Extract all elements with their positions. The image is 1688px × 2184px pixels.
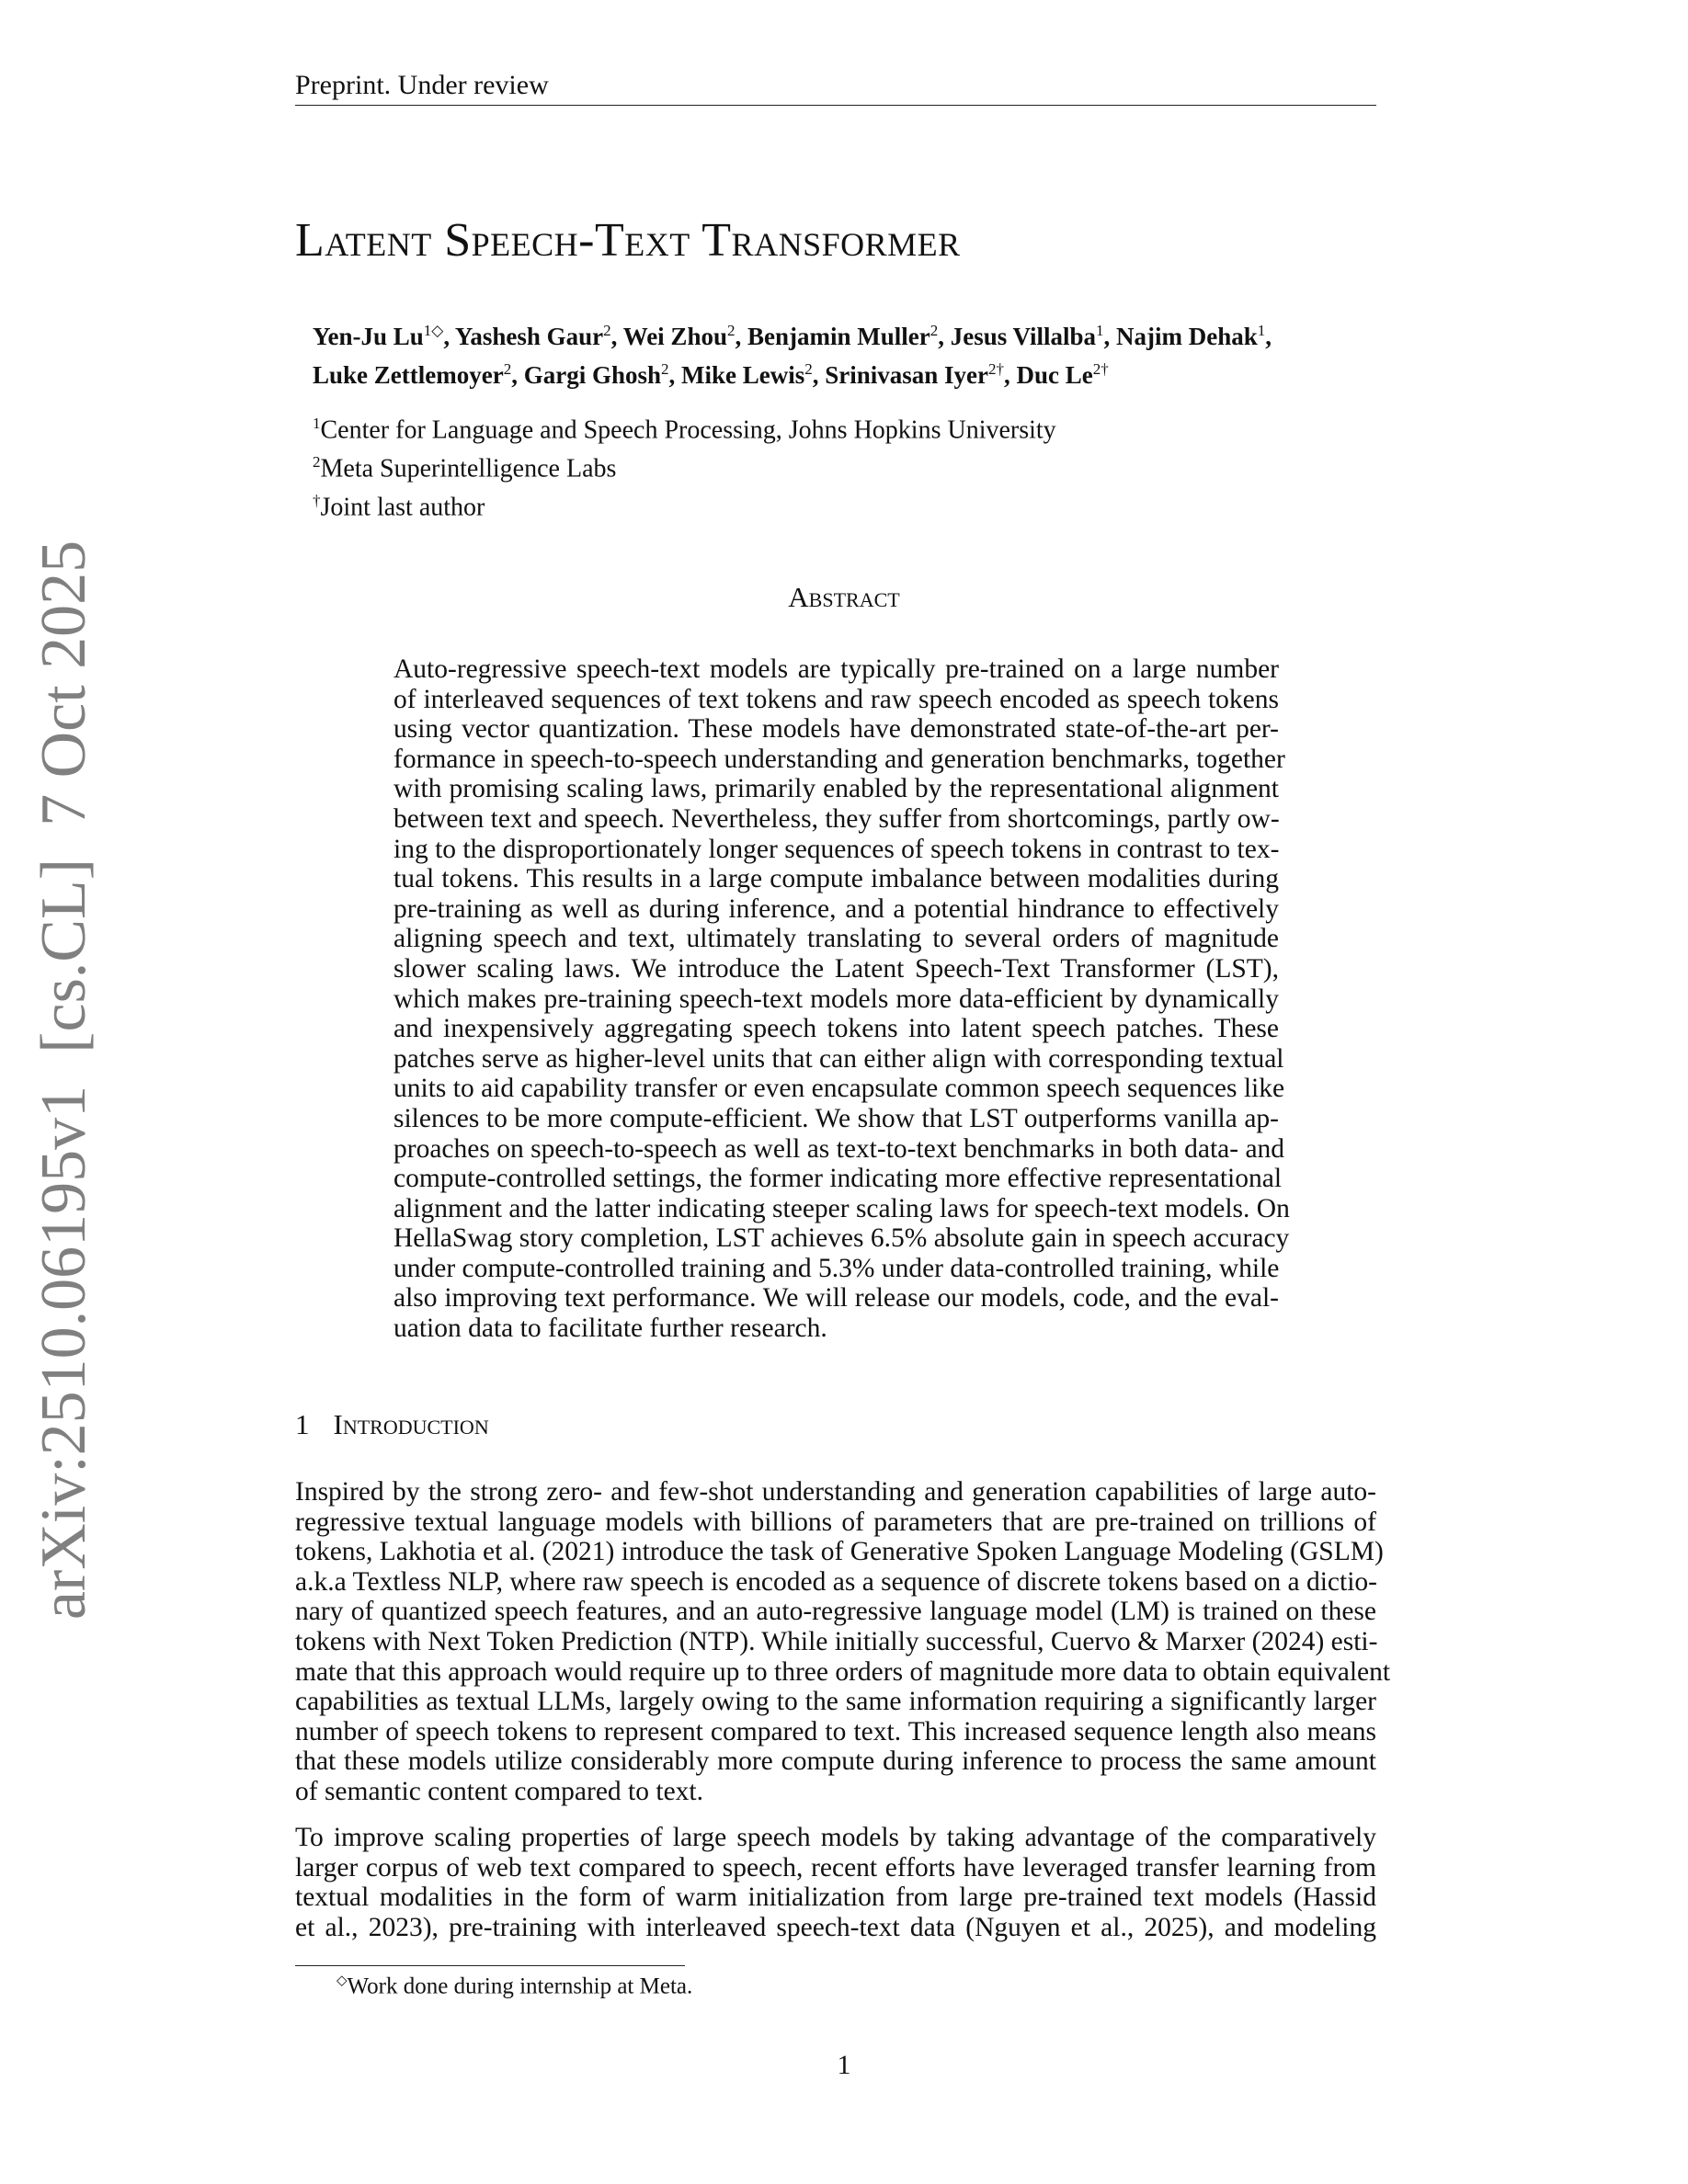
text-line: textual modalities in the form of warm initialization from large pre-trained text models (Hassid [295,1883,1376,1913]
text-line: tual tokens. This results in a large compute imbalance between modalities during [393,864,1279,894]
paper-title: Latent Speech-Text Transformer [295,214,961,267]
affiliation-mark: 2 [313,452,321,471]
author-name: Wei Zhou [622,323,727,350]
text-line: silences to be more compute-efficient. We show that LST outperforms vanilla ap- [393,1103,1279,1133]
author-line [313,353,1272,392]
arxiv-stamp[interactable]: arXiv:2510.06195v1 [cs.CL] 7 Oct 2025 [29,540,99,1621]
affiliation [313,485,1056,524]
affiliations [313,408,1056,523]
text-line: ing to the disproportionately longer sequences of speech tokens in contrast to tex- [393,834,1280,864]
text-line: capabilities as textual LLMs, largely owing to the same information requiring a significantly larger [295,1687,1376,1717]
affiliation-text: Center for Language and Speech Processing, Johns Hopkins University [320,415,1056,445]
footnote [336,1972,692,1999]
affiliation [313,408,1056,447]
author-name: Yashesh Gaur [454,323,604,350]
author-name: Najim Dehak [1116,323,1258,350]
author-list [313,314,1272,392]
author-name: Duc Le [1016,361,1093,389]
author-separator: , [443,323,455,350]
author-affiliation-mark: 1◇ [423,322,444,339]
text-line: uation data to facilitate further research. [393,1314,827,1344]
author-name: Luke Zettlemoyer [313,361,504,389]
text-line: that these models utilize considerably more compute during inference to process the same amount [295,1746,1376,1777]
running-header: Preprint. Under review [295,70,549,100]
text-line: number of speech tokens to represent compared to text. This increased sequence length also means [295,1716,1376,1746]
text-line: a.k.a Textless NLP, where raw speech is encoded as a sequence of discrete tokens based on a dictio- [295,1566,1377,1597]
text-line: larger corpus of web text compared to speech, recent efforts have leveraged transfer learning from [295,1852,1376,1883]
affiliation-mark: † [313,491,321,509]
text-line: regressive textual language models with billions of parameters that are pre-trained on trillions of [295,1507,1376,1537]
section-heading-introduction [295,1408,489,1441]
author-name: Jesus Villalba [950,323,1097,350]
page-number: 1 [837,2050,851,2080]
text-line: To improve scaling properties of large speech models by taking advantage of the comparatively [295,1823,1376,1852]
abstract-body [393,654,1290,1344]
text-line: which makes pre-training speech-text models more data-efficient by dynamically [393,984,1279,1014]
author-affiliation-mark: 2† [1092,360,1109,378]
text-line: tokens, Lakhotia et al. (2021) introduce the task of Generative Spoken Language Modeling (GSLM) [295,1537,1384,1567]
text-line: Inspired by the strong zero- and few-shot understanding and generation capabilities of large auto- [295,1477,1376,1507]
author-name: Mike Lewis [680,361,805,389]
text-line: of semantic content compared to text. [295,1776,703,1806]
text-line: compute-controlled settings, the former indicating more effective representational [393,1164,1283,1194]
author-affiliation-mark: 2 [726,322,736,339]
section-number: 1 [295,1408,310,1440]
author-separator: , [938,323,951,350]
text-line: Auto-regressive speech-text models are typically pre-trained on a large number [393,654,1279,684]
author-affiliation-mark: 1 [1257,322,1266,339]
text-line: also improving text performance. We will release our models, code, and the eval- [393,1283,1279,1314]
author-separator: , [1103,323,1117,350]
author-affiliation-mark: 2 [603,322,611,339]
author-separator: , [1265,323,1272,350]
text-line: alignment and the latter indicating steeper scaling laws for speech-text models. On [393,1193,1290,1223]
text-line: pre-training as well as during inference, and a potential hindrance to effectively [393,893,1279,924]
author-name: Srinivasan Iyer [825,361,989,389]
author-affiliation-mark: 2 [930,322,939,339]
author-affiliation-mark: 2 [660,360,669,378]
text-line: patches serve as higher-level units that can either align with corresponding textual [393,1043,1284,1074]
text-line: units to aid capability transfer or even encapsulate common speech sequences like [393,1074,1285,1104]
author-separator: , [668,361,681,389]
text-line: HellaSwag story completion, LST achieves 6.5% absolute gain in speech accuracy [393,1223,1290,1254]
affiliation-text: Meta Superintelligence Labs [320,454,617,483]
author-separator: , [511,361,524,389]
author-separator: , [812,361,826,389]
author-affiliation-mark: 1 [1096,322,1104,339]
header-rule [295,105,1376,106]
author-affiliation-mark: 2† [988,360,1005,378]
author-name: Benjamin Muller [747,323,930,350]
text-line: with promising scaling laws, primarily enabled by the representational alignment [393,774,1279,804]
section-title: Introduction [333,1408,489,1440]
text-line: mate that this approach would require up to three orders of magnitude more data to obtain equivalent [295,1656,1391,1687]
text-line: of interleaved sequences of text tokens and raw speech encoded as speech tokens [393,684,1279,714]
affiliation-mark: 1 [313,415,321,432]
footnote-mark: ◇ [336,1974,348,1988]
intro-paragraph-2 [295,1823,1376,1942]
author-affiliation-mark: 2 [503,360,512,378]
author-separator: , [610,323,623,350]
text-line: tokens with Next Token Prediction (NTP). While initially successful, Cuervo & Marxer (2024) esti- [295,1626,1378,1656]
author-separator: , [735,323,747,350]
footnote-text: Work done during internship at Meta. [347,1974,693,1999]
abstract-heading: Abstract [788,581,900,613]
author-affiliation-mark: 2 [804,360,813,378]
author-separator: , [1004,361,1017,389]
text-line: using vector quantization. These models have demonstrated state-of-the-art per- [393,714,1279,745]
author-name: Yen-Ju Lu [313,323,424,350]
text-line: under compute-controlled training and 5.3% under data-controlled training, while [393,1253,1280,1283]
footnote-rule [295,1965,685,1966]
affiliation-text: Joint last author [320,492,485,521]
text-line: et al., 2023), pre-training with interleaved speech-text data (Nguyen et al., 2025), and modeling [295,1912,1376,1942]
text-line: aligning speech and text, ultimately translating to several orders of magnitude [393,924,1279,954]
text-line: formance in speech-to-speech understanding and generation benchmarks, together [393,744,1285,774]
text-line: slower scaling laws. We introduce the Latent Speech-Text Transformer (LST), [393,953,1279,984]
intro-paragraph-1 [295,1477,1391,1807]
author-name: Gargi Ghosh [523,361,661,389]
text-line: between text and speech. Nevertheless, they suffer from shortcomings, partly ow- [393,803,1280,834]
affiliation [313,447,1056,485]
text-line: proaches on speech-to-speech as well as text-to-text benchmarks in both data- and [393,1133,1285,1164]
text-line: and inexpensively aggregating speech tokens into latent speech patches. These [393,1014,1279,1044]
text-line: nary of quantized speech features, and an auto-regressive language model (LM) is trained on these [295,1597,1376,1627]
author-line [313,314,1272,353]
